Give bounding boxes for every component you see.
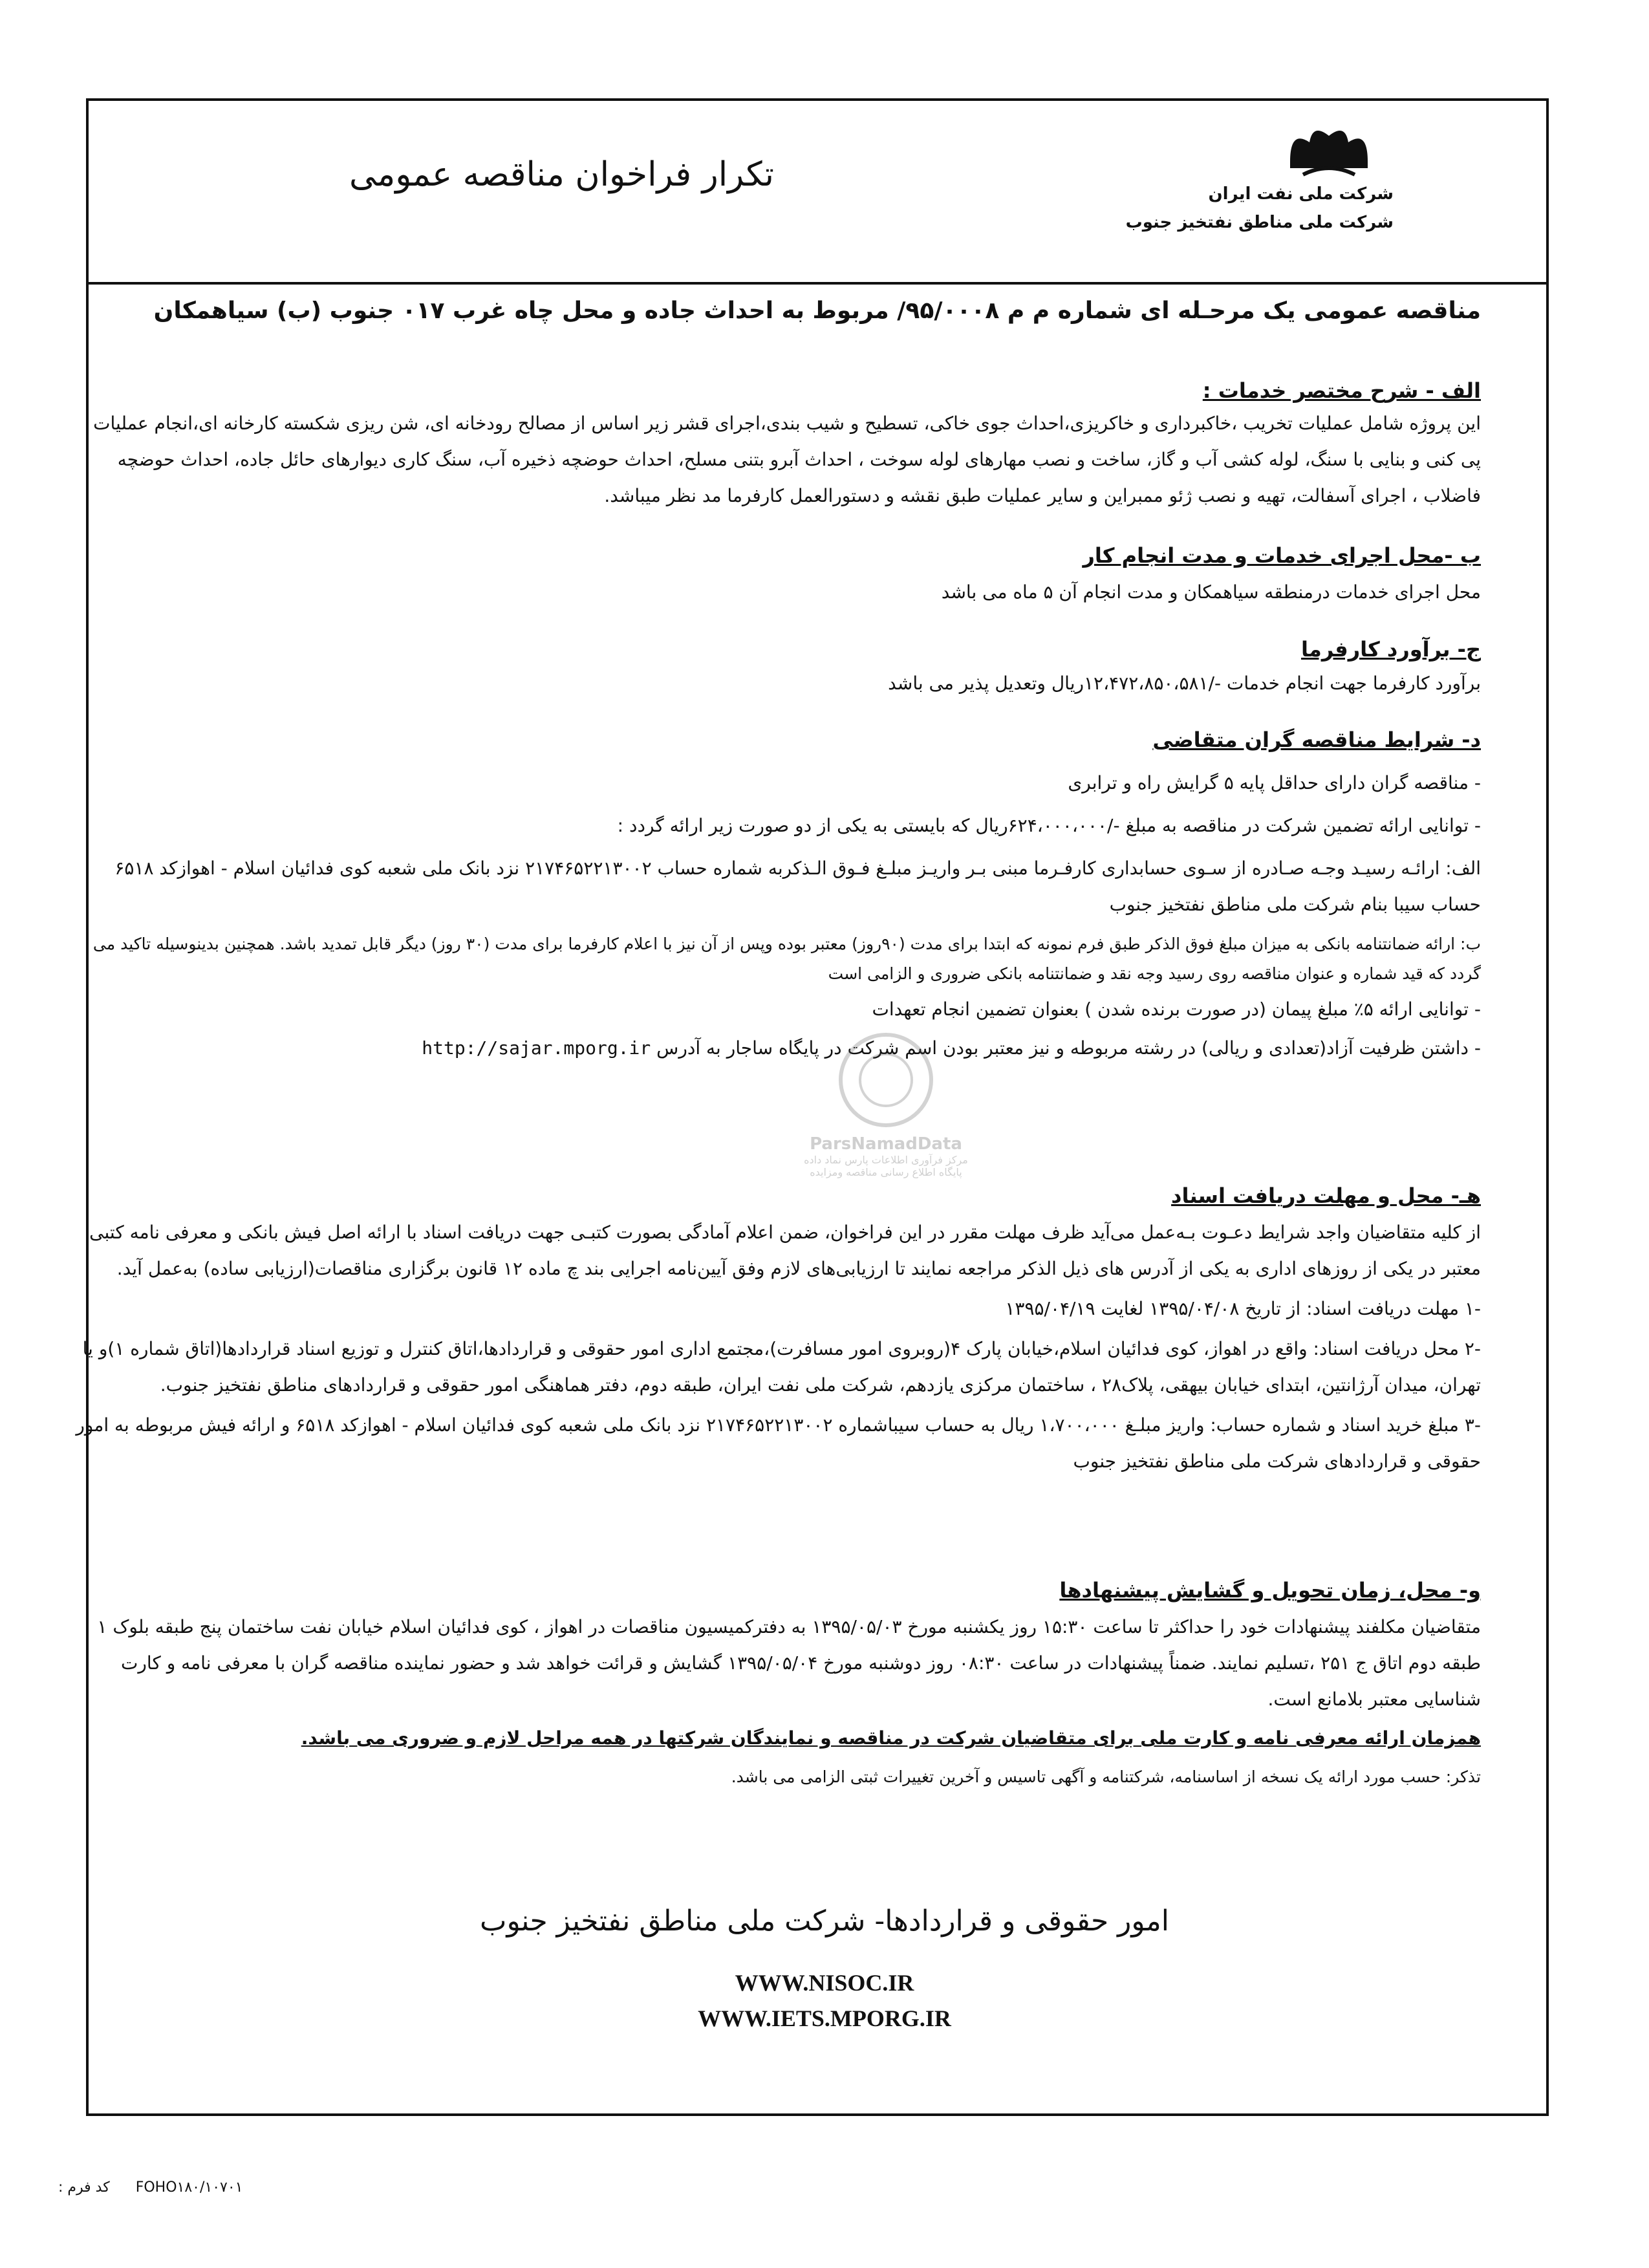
section-f-body: متقاضیان مکلفند پیشنهادات خود را حداکثر تا ساعت ۱۵:۳۰ روز یکشنبه مورخ ۱۳۹۵/۰۵/۰۳ به دفترکمیسیون مناقصات در اهواز ، کوی فدائیان اسلام خیابان نفت ساختمان پنج طبقه بلوک ۱ طبقه دوم اتاق ج ۲۵۱ ،تسلیم نمایند. ضمناً پیشنهادات در ساعت ۰۸:۳۰ روز دوشنبه مورخ ۱۳۹۵/۰۵/۰۴ گشایش و قرائت خواهد شد و حضور نماینده مناقصه گران با معرفی نامه و کارت شناسایی معتبر بلامانع است. — [97, 1616, 1481, 1710]
form-code-value: FOHO۱۸۰/۱۰۷۰۱ — [135, 2179, 243, 2196]
watermark-name: ParsNamadData — [810, 1134, 962, 1154]
section-d — [71, 728, 1481, 1066]
watermark-line1: مرکز فرآوری اطلاعات پارس نماد داده — [804, 1154, 968, 1166]
section-f-heading: و- محل، زمان تحویل و گشایش پیشنهادها — [1059, 1578, 1481, 1603]
section-e-item1: -۱ مهلت دریافت اسناد: از تاریخ ۱۳۹۵/۰۴/۰۸ لغایت ۱۳۹۵/۰۴/۱۹ — [1005, 1298, 1481, 1319]
section-d-item4: - داشتن ظرفیت آزاد(تعدادی و ریالی) در رشته مربوطه و نیز معتبر بودن اسم شرکت در پایگاه ساجار به آدرس — [656, 1037, 1481, 1059]
company-name-nioc: شرکت ملی نفت ایران — [1208, 184, 1394, 204]
section-e-item2: -۲ محل دریافت اسناد: واقع در اهواز، کوی فدائیان اسلام،خیابان پارک ۴(روبروی امور مسافرت)،مجتمع اداری امور حقوقی و قراردادها،اتاق کنترل و توزیع اسناد قراردادها(اتاق شماره ۱)و یا تهران، میدان آرژانتین، ابتدای خیابان بیهقی، پلاک۲۸ ، ساختمان مرکزی یازدهم، شرکت ملی نفت ایران، طبقه دوم، دفتر هماهنگی امور حقوقی و قراردادهای مناطق نفتخیز جنوب. — [82, 1338, 1481, 1396]
sajar-url-link[interactable]: http://sajar.mporg.ir — [422, 1037, 651, 1059]
section-d-item-be: ب: ارائه ضمانتنامه بانکی به میزان مبلغ فوق الذکر طبق فرم نمونه که ابتدا برای مدت (۹۰روز) معتبر بوده وپس از آن نیز با اعلام کارفرما برای مدت (۳۰ روز) دیگر قابل تمدید باشد. همچنین بدینوسیله تاکید می گردد که قید شماره و عنوان مناقصه روی رسید وجه نقد و ضمانتنامه بانکی ضروری و الزامی است — [92, 934, 1481, 983]
nioc-logo-icon — [1277, 116, 1381, 181]
form-code-label: کد فرم : — [58, 2179, 110, 2196]
watermark — [802, 1028, 970, 1203]
section-a — [71, 378, 1481, 514]
section-b — [71, 543, 1481, 610]
section-e-item3: -۳ مبلغ خرید اسناد و شماره حساب: واریز مبلـغ ۱،۷۰۰،۰۰۰ ریال به حساب سیباشماره ۲۱۷۴۶۵۲۲۱۳۰۰۲ نزد بانک ملی شعبه کوی فدائیان اسلام - اهوازکد ۶۵۱۸ و ارائه فیش مربوطه به امور حقوقی و قراردادهای شرکت ملی مناطق نفتخیز جنوب — [76, 1414, 1481, 1472]
section-d-item-alef: الف: ارائـه رسیـد وجـه صـادره از سـوی حسابداری کارفـرما مبنی بـر واریـز مبلـغ فـوق الـذکربه شماره حساب ۲۱۷۴۶۵۲۲۱۳۰۰۲ نزد بانک ملی شعبه کوی فدائیان اسلام - اهوازکد ۶۵۱۸ حساب سیبا بنام شرکت ملی مناطق نفتخیز جنوب — [114, 858, 1481, 915]
section-e — [71, 1183, 1481, 1480]
footer-site-nisoc[interactable]: WWW.NISOC.IR — [735, 1970, 914, 1996]
tender-title: مناقصه عمومی یک مرحـله ای شماره م م ۹۵/۰۰۰۸/ مربوط به احداث جاده و محل چاه غرب ۰۱۷ جنوب (ب) سیاهمکان — [153, 297, 1481, 324]
company-name-nisoc: شرکت ملی مناطق نفتخیز جنوب — [1125, 213, 1394, 232]
section-e-heading: هـ- محل و مهلت دریافت اسناد — [1171, 1183, 1481, 1208]
document-title: تکرار فراخوان مناقصه عمومی — [349, 155, 775, 194]
section-c — [71, 637, 1481, 702]
section-a-heading: الف - شرح مختصر خدمات : — [1202, 378, 1481, 403]
section-d-item3: - توانایی ارائه ۵٪ مبلغ پیمان (در صورت برنده شدن ) بعنوان تضمین انجام تعهدات — [872, 999, 1481, 1020]
section-b-heading: ب -محل اجرای خدمات و مدت انجام کار — [1083, 543, 1481, 568]
section-d-item1: - مناقصه گران دارای حداقل پایه ۵ گرایش راه و ترابری — [1068, 772, 1481, 794]
section-b-body: محل اجرای خدمات درمنطقه سیاهمکان و مدت انجام آن ۵ ماه می باشد — [941, 581, 1481, 603]
section-e-intro: از کلیه متقاضیان واجد شرایط دعـوت بـه‌عمل می‌آید ظرف مهلت مقرر در این فراخوان، ضمن اعلام آمادگی بصورت کتبـی جهت دریافت اسناد با ارائه اصل فیش بانکی و معرفی نامه کتبی معتبر در یکی از روزهای اداری به یکی از آدرس های ذیل الذکر مراجعه نمایند تا ارزیابی‌های لازم وفق آیین‌نامه اجرایی بند چ ماده ۱۲ قانون برگزاری مناقصات(ارزیابی ساده) به‌عمل آید. — [89, 1222, 1481, 1279]
watermark-line2: پایگاه اطلاع رسانی مناقصه ومزایده — [810, 1166, 962, 1178]
section-c-body: برآورد کارفرما جهت انجام خدمات -/۱۲،۴۷۲،۸۵۰،۵۸۱ریال وتعدیل پذیر می باشد — [888, 673, 1481, 694]
form-code — [58, 2179, 242, 2196]
section-f-note: تذکر: حسب مورد ارائه یک نسخه از اساسنامه، شرکتنامه و آگهی تاسیس و آخرین تغییرات ثبتی الزامی می باشد. — [731, 1767, 1481, 1786]
section-d-heading: د- شرایط مناقصه گران متقاضی — [1152, 728, 1481, 752]
section-f — [71, 1578, 1481, 1795]
footer-site-iets[interactable]: WWW.IETS.MPORG.IR — [698, 2005, 951, 2031]
section-d-item2: - توانایی ارائه تضمین شرکت در مناقصه به مبلغ -/۶۲۴،۰۰۰،۰۰۰ریال که بایستی به یکی از دو صورت زیر ارائه گردد : — [617, 815, 1481, 836]
section-f-notice: همزمان ارائه معرفی نامه و کارت ملی برای متقاضیان شرکت در مناقصه و نمایندگان شرکتها در همه مراحل لازم و ضروری می باشد. — [301, 1727, 1481, 1749]
footer-department: امور حقوقی و قراردادها- شرکت ملی مناطق نفتخیز جنوب — [480, 1905, 1169, 1938]
section-a-body: این پروژه شامل عملیات تخریب ،خاکبرداری و خاکریزی،احداث جوی خاکی، تسطیح و شیب بندی،اجرای قشر زیر اساس از مصالح رودخانه ای، شن ریزی شکسته کارخانه ای،انجام عملیات پی کنی و بنایی با سنگ، لوله کشی آب و گاز، ساخت و نصب مهارهای لوله سوخت ، احداث آبرو بتنی مسلح، احداث حوضچه ذخیره آب، سنگ کاری دیوارهای حائل جاده، احداث حوضچه فاضلاب ، اجرای آسفالت، تهیه و نصب ژئو ممبراین و سایر عملیات طبق نقشه و دستورالعمل کارفرما مد نظر میباشد. — [93, 413, 1481, 506]
watermark-seal-icon — [802, 1028, 970, 1132]
company-block — [1126, 180, 1394, 237]
section-c-heading: ج- برآورد کارفرما — [1301, 637, 1481, 662]
